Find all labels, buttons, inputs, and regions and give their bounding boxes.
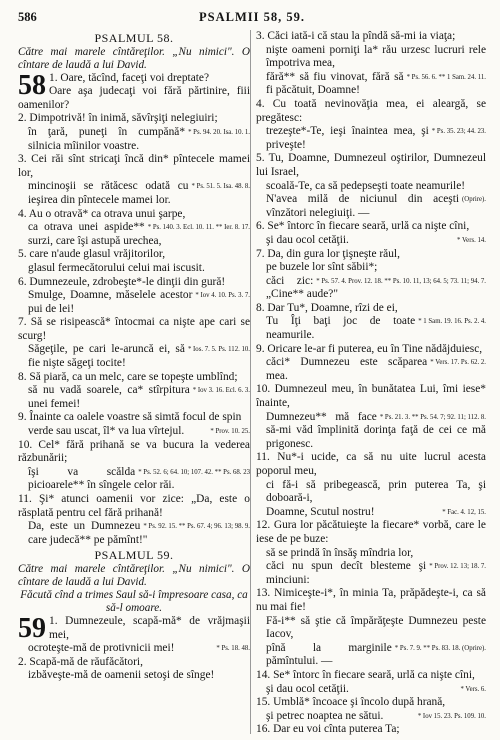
verse-text: 10. Dumnezeul meu, în bunătatea Lui, îmi iese* înainte,	[256, 383, 486, 410]
verse-text: pe buzele lor sînt săbii*;	[266, 261, 378, 274]
verse-text: glasul fermecătorului celui mai iscusit.	[28, 261, 205, 274]
verse-line	[18, 126, 250, 153]
verse-text: 12. Gura lor păcătuieşte la fiecare* vorbă, care le iese de pe buze:	[256, 519, 486, 545]
verse-text: 10. Cel* fără prihană se va bucura la vederea răzbunării;	[18, 438, 250, 465]
verse-text: în ţară, puneţi în cumpănă* silnicia mîinilor voastre.	[28, 125, 186, 152]
verse	[256, 519, 486, 546]
verse-text: Tu Îţi baţi joc de toate neamurile.	[266, 315, 416, 342]
verse-text: 11. Şi* atunci oamenii vor zice: „Da, este o răsplată pentru cel fără prihană!	[18, 493, 250, 519]
verse-line	[18, 221, 250, 248]
verse-line	[256, 44, 486, 71]
verse-text: scoală-Te, ca să pedepseşti toate neamurile!	[266, 179, 466, 192]
cross-reference: * Ios. 7. 5. Ps. 112. 10.	[187, 346, 250, 354]
verse-line	[256, 356, 486, 383]
verse-text: ci fă-i să pribegească, prin puterea Ta, şi doboară-i,	[266, 478, 486, 505]
verse-text: Doamne, Scutul nostru!	[266, 505, 375, 518]
verse-line	[256, 180, 486, 194]
verse-text: 8. Dar Tu*, Doamne, rîzi de ei,	[256, 301, 398, 314]
cross-reference: * Fac. 4. 12, 15.	[442, 508, 486, 516]
psalm-number-dropcap: 58	[18, 69, 46, 101]
verse-text: 4. Cu toată nevinovăţia mea, ei aleargă, se pregătesc:	[256, 97, 486, 124]
verse-text: şi dau ocol cetăţii.	[266, 682, 349, 695]
cross-reference: * Vers. 6.	[460, 685, 486, 693]
verse-line	[256, 615, 486, 642]
verse-text: Către mai marele cîntăreţilor. „Nu nimici". O cîntare de laudă a lui David.	[18, 45, 250, 71]
cross-reference: * Ps. 21. 3. ** Ps. 54. 7; 92. 11; 112. 8.	[379, 413, 486, 421]
verse	[18, 276, 250, 290]
verse-text: şi petrec noaptea ne sătui.	[266, 709, 384, 722]
cross-reference: * Ps. 35. 23; 44. 23.	[431, 128, 486, 136]
verse-line	[256, 642, 486, 669]
verse-text: PSALMUL 58.	[94, 31, 174, 45]
verse-text: nişte oameni porniţi la* rău urzesc lucruri rele împotriva mea,	[266, 43, 486, 70]
verse	[256, 30, 486, 44]
cross-reference: * Iov 3. 16. Ecl. 6. 3.	[192, 387, 250, 395]
left-column	[18, 30, 250, 736]
cross-reference: * Iov 15. 23. Ps. 109. 10.	[417, 712, 486, 720]
verse-line	[18, 466, 250, 493]
verse	[18, 85, 250, 112]
verse-text: 16. Dar eu voi cînta puterea Ta;	[256, 723, 400, 736]
verse-text: Oare aşa judecaţi voi fără părtinire, fiii oamenilor?	[18, 85, 250, 111]
verse-text: Fă-i** să ştie că împărăţeşte Dumnezeu peste Iacov,	[266, 614, 486, 641]
verse	[256, 248, 486, 262]
verse-text: Către mai marele cîntăreţilor. „Nu nimici". O cîntare de laudă a lui David.	[18, 562, 250, 588]
verse-text: N'avea milă de niciunul din aceşti vînzători nelegiuiţi. —	[266, 193, 460, 219]
verse	[256, 696, 486, 710]
verse-text: 1. Oare, tăcînd, faceţi voi dreptate?	[49, 71, 210, 84]
verse-text: 11. Nu*-i ucide, ca să nu uite lucrul acesta poporul meu,	[256, 451, 486, 477]
psalm-title	[18, 549, 250, 563]
verse-line	[18, 180, 250, 207]
verse-line	[256, 479, 486, 506]
verse-text: şi dau ocol cetăţii.	[266, 233, 349, 246]
cross-reference: * 1 Sam. 19. 16. Ps. 2. 4.	[418, 318, 486, 326]
verse-text: 8. Să piară, ca un melc, care se topeşte umblînd;	[18, 370, 238, 383]
verse-text: PSALMUL 59.	[94, 548, 174, 563]
cross-reference: * Ps. 18. 48.	[216, 645, 250, 653]
verse-text: mincinoşii se rătăcesc odată cu ieşirea din pîntecele mamei lor.	[28, 180, 189, 206]
verse-line	[256, 411, 486, 452]
verse-line	[256, 547, 486, 561]
verse-text: 9. Înainte ca oalele voastre să simtă focul de spin	[18, 411, 242, 424]
verse	[256, 343, 486, 357]
verse-text: Făcută cînd a trimes Saul să-i împresoare casa, ca să-l omoare.	[20, 588, 248, 614]
verse-text: izbăveşte-mă de oamenii setoşi de sînge!	[28, 669, 215, 682]
cross-reference: * Ps. 57. 4. Prov. 12. 18. ** Ps. 10. 11, 13; 64. 5; 73. 11; 94. 7.	[316, 277, 486, 285]
verse-text: ocroteşte-mă de protivnicii mei!	[28, 642, 175, 655]
verse-line	[256, 71, 486, 98]
verse	[18, 493, 250, 520]
verse-line	[256, 506, 486, 520]
verse-text: 6. Dumnezeule, zdrobeşte*-le dinţii din gură!	[18, 275, 226, 288]
verse	[256, 383, 486, 410]
cross-reference: * Ps. 92. 15. ** Ps. 67. 4; 96. 13; 98. 9.	[143, 523, 250, 531]
verse-line	[256, 261, 486, 275]
cross-reference: * Prov. 12. 13; 18. 7.	[429, 563, 486, 571]
verse-line	[18, 343, 250, 370]
verse-text: 4. Au o otravă* ca otrava unui şarpe,	[18, 207, 186, 220]
verse	[18, 112, 250, 126]
verse	[18, 248, 250, 262]
verse	[256, 587, 486, 614]
verse-text: 13. Nimiceşte-i*, în minia Ta, prăpădeşte-i, ca să nu mai fie!	[256, 587, 486, 613]
psalm-superscription	[18, 589, 250, 615]
verse	[256, 723, 486, 736]
verse	[18, 208, 250, 222]
verse-text: verde sau uscat, îl* va lua vîrtejul.	[28, 425, 185, 438]
verse-text: 3. Căci iată-i că stau la pîndă să-mi ia viaţa;	[256, 30, 456, 42]
verse-text: 1. Dumnezeule, scapă-mă* de vrăjmaşii mei,	[49, 614, 250, 641]
verse-text: 14. Se* întorc în fiecare seară, urlă ca nişte cîni,	[256, 668, 475, 681]
psalm-number-dropcap: 59	[18, 612, 46, 644]
verse-line	[256, 193, 486, 220]
cross-reference: * Ps. 51. 5. Isa. 48. 8.	[191, 183, 250, 191]
cross-reference: * Ps. 94. 20. Isa. 10. 1.	[188, 128, 250, 136]
verse	[18, 612, 250, 644]
verse-line	[256, 315, 486, 342]
verse-text: trezeşte*-Te, ieşi înaintea mea, şi priveşte!	[266, 125, 429, 151]
verse	[18, 656, 250, 670]
verse-line	[256, 683, 486, 697]
verse-line	[18, 289, 250, 316]
cross-reference: * Prov. 10. 25.	[210, 428, 250, 436]
cross-reference: * Vers. 17. Ps. 62. 2.	[430, 359, 486, 367]
verse-line	[18, 520, 250, 547]
verse-text: căci* Dumnezeu este scăparea mea.	[266, 356, 428, 382]
verse-text: căci zic: „Cine** aude?"	[266, 274, 339, 301]
verse-line	[18, 384, 250, 411]
right-column	[256, 30, 486, 736]
verse-line	[256, 560, 486, 587]
verse	[18, 439, 250, 466]
running-title: PSALMII 58, 59.	[199, 10, 305, 24]
cross-reference: * Vers. 14.	[457, 236, 486, 244]
running-header	[18, 10, 486, 26]
psalm-title	[18, 32, 250, 46]
verse-line	[18, 262, 250, 276]
verse-text: căci nu spun decît blesteme şi minciuni:	[266, 560, 427, 586]
cross-reference: * Ps. 7. 9. ** Ps. 83. 18. (Oprire).	[394, 644, 486, 652]
verse-text: Da, este un Dumnezeu care judecă** pe pămînt!"	[28, 520, 148, 546]
verse-text: ca otrava unei aspide** surzi, care îşi astupă urechea,	[28, 221, 162, 247]
cross-reference: * Ps. 140. 3. Ecl. 10. 11. ** Ier. 8. 17.	[147, 224, 250, 232]
page-number: 586	[18, 10, 37, 24]
cross-reference: * Iov 4. 10. Ps. 3. 7.	[195, 292, 250, 300]
verse	[18, 316, 250, 343]
verse-text: fără** să fiu vinovat, fără să fi păcătuit, Doamne!	[266, 70, 404, 97]
verse-text: Săgeţile, pe cari le-aruncă ei, să fie nişte săgeţi tocite!	[28, 343, 185, 370]
verse-text: pînă la marginile pămîntului. —	[266, 641, 392, 668]
verse-text: 2. Dimpotrivă! în inimă, săvîrşiţi nelegiuiri;	[18, 112, 218, 125]
psalm-superscription	[18, 46, 250, 72]
verse-line	[256, 234, 486, 248]
verse	[256, 302, 486, 316]
verse-text: 5. Tu, Doamne, Dumnezeul oştirilor, Dumnezeul lui Israel,	[256, 152, 486, 178]
verse-text: 9. Oricare le-ar fi puterea, eu în Tine nădăjduiesc,	[256, 342, 483, 355]
verse-line	[18, 642, 250, 656]
verse-text: 7. Să se risipească* întocmai ca nişte ape cari se scurg!	[18, 316, 250, 342]
verse-line	[256, 710, 486, 724]
cross-reference: (Oprire).	[462, 196, 486, 204]
verse	[18, 153, 250, 180]
verse-line	[18, 425, 250, 439]
verse	[256, 98, 486, 125]
verse	[18, 371, 250, 385]
verse	[256, 451, 486, 478]
psalm-superscription	[18, 563, 250, 589]
verse-text: să nu vadă soarele, ca* stîrpitura unei femei!	[28, 384, 190, 410]
verse-line	[256, 275, 486, 302]
verse-text: Dumnezeu** mă face să-mi văd împlinită dorinţa faţă de cei ce mă prigonesc.	[266, 410, 486, 450]
verse-text: să se prindă în însăş mîndria lor,	[266, 546, 414, 559]
verse	[256, 669, 486, 683]
verse-text: 6. Se* întorc în fiecare seară, urlă ca nişte cîni,	[256, 220, 470, 233]
column-divider	[250, 30, 251, 734]
verse-text: 3. Cei răi sînt stricaţi încă din* pîntecele mamei lor,	[18, 153, 250, 179]
verse-text: 7. Da, din gura lor ţişneşte răul,	[256, 247, 400, 260]
verse-text: 2. Scapă-mă de răufăcători,	[18, 655, 143, 668]
cross-reference: * Ps. 52. 6; 64. 10; 107. 42. ** Ps. 68. 23	[138, 468, 250, 476]
verse	[256, 220, 486, 234]
verse	[256, 152, 486, 179]
verse-text: 15. Umblă* încoace şi încolo după hrană,	[256, 696, 446, 709]
verse-text: Smulge, Doamne, măselele acestor pui de lei!	[28, 289, 193, 315]
cross-reference: * Ps. 56. 6. ** 1 Sam. 24. 11.	[406, 73, 486, 81]
verse-line	[256, 125, 486, 152]
verse-text: îşi va scălda picioarele** în sîngele celor răi.	[28, 465, 175, 492]
verse-line	[18, 669, 250, 683]
verse	[18, 411, 250, 425]
verse-text: 5. care n'aude glasul vrăjitorilor,	[18, 248, 166, 261]
